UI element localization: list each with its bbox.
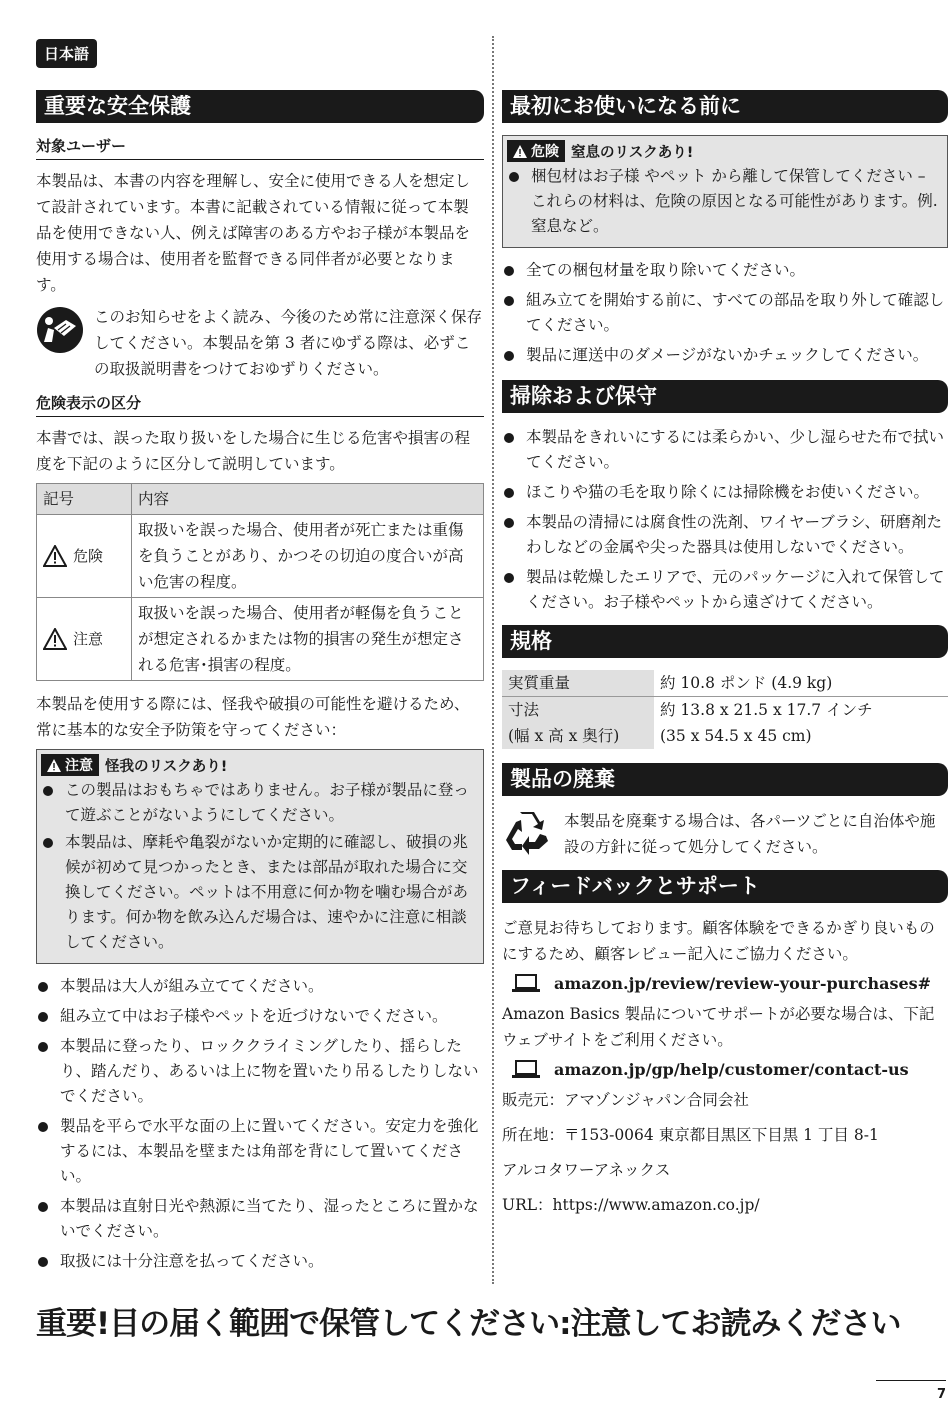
support-link[interactable]: amazon.jp/gp/help/customer/contact-us bbox=[554, 1059, 909, 1079]
table-row bbox=[502, 697, 948, 750]
list-item: 組み立て中はお子様やペットを近づけないでください。 bbox=[36, 1004, 484, 1029]
hazard-intro: 本書では、誤った取り扱いをした場合に生じる危害や損害の程度を下記のように区分して説明しています。 bbox=[36, 429, 471, 473]
list-item: 製品に運送中のダメージがないかチェックしてください。 bbox=[502, 343, 948, 368]
support-text: Amazon Basics 製品についてサポートが必要な場合は、下記ウェブサイトをご利用ください。 bbox=[502, 1005, 935, 1049]
target-users-text: 本製品は、本書の内容を理解し、安全に使用できる人を想定して設計されています。本書に記載されている情報に従って本製品を使用できない人、例えば障害のある方やお子様が本製品を使用する場合は、使用者を監督できる同伴者が必要となります。 bbox=[36, 172, 471, 294]
hazard-table bbox=[36, 483, 484, 681]
symbol-cell bbox=[37, 515, 132, 598]
list-item: 本製品は大人が組み立ててください。 bbox=[36, 974, 484, 999]
precaution-text: 本製品を使用する際には、怪我や破損の可能性を避けるため、常に基本的な安全予防策を守ってください： bbox=[36, 695, 470, 739]
table-row bbox=[502, 670, 948, 697]
safety-bullets bbox=[36, 974, 484, 1274]
dimension-value bbox=[654, 697, 948, 750]
list-item: 本製品の清掃には腐食性の洗剤、ワイヤーブラシ、研磨剤たわしなどの金属や尖った器具は使用しないでください。 bbox=[502, 510, 948, 560]
col-symbol: 記号 bbox=[37, 484, 132, 515]
hazard-heading: 危険表示の区分 bbox=[36, 392, 484, 417]
weight-value: 約 10.8 ポンド (4.9 kg) bbox=[660, 674, 833, 692]
list-item: 本製品に登ったり、ロッククライミングしたり、揺らしたり、踏んだり、あるいは上に物を置いたり吊るしたりしないでください。 bbox=[36, 1034, 484, 1109]
table-row bbox=[37, 598, 484, 681]
review-link[interactable]: amazon.jp/review/review-your-purchases# bbox=[554, 973, 932, 993]
hazard-table-header bbox=[37, 484, 484, 515]
caution-box bbox=[36, 749, 484, 964]
left-column bbox=[36, 90, 484, 1279]
feedback-header: フィードバックとサポート bbox=[502, 870, 948, 903]
dimension-label bbox=[502, 697, 654, 750]
table-row bbox=[37, 515, 484, 598]
read-notice bbox=[36, 304, 484, 382]
first-use-header: 最初にお使いになる前に bbox=[502, 90, 948, 123]
cleaning-bullets bbox=[502, 425, 948, 615]
dimension-label-line1: 寸法 bbox=[508, 701, 540, 719]
list-item: この製品はおもちゃではありません。お子様が製品に登って遊ぶことがないようにしてください。 bbox=[41, 778, 475, 828]
symbol-label: 危険 bbox=[73, 547, 104, 565]
spec-table bbox=[502, 670, 948, 749]
symbol-cell bbox=[37, 598, 132, 681]
warning-triangle-icon bbox=[43, 545, 67, 567]
feedback-text: ご意見お待ちしております。顧客体験をできるかぎり良いものにするため、顧客レビュー記入にご協力ください。 bbox=[502, 919, 935, 963]
target-users-heading: 対象ユーザー bbox=[36, 135, 484, 160]
weight-label: 実質重量 bbox=[502, 670, 654, 697]
content-cell: 取扱いを誤った場合、使用者が軽傷を負うことが想定されるかまたは物的損害の発生が想定される危害･損害の程度。 bbox=[132, 598, 484, 681]
warning-triangle-icon bbox=[43, 628, 67, 650]
dimension-label-line2: (幅 x 高 x 奥行) bbox=[508, 727, 620, 745]
language-tag: 日本語 bbox=[36, 39, 97, 68]
list-item: 製品は乾燥したエリアで、元のパッケージに入れて保管してください。お子様やペットから遠ざけてください。 bbox=[502, 565, 948, 615]
danger-title: 窒息のリスクあり! bbox=[571, 144, 694, 161]
list-item: 本製品は直射日光や熱源に当てたり、湿ったところに置かないでください。 bbox=[36, 1194, 484, 1244]
col-content: 内容 bbox=[132, 484, 484, 515]
right-column bbox=[502, 90, 948, 1227]
spec-header: 規格 bbox=[502, 625, 948, 658]
caution-title: 怪我のリスクあり! bbox=[105, 758, 228, 775]
list-item: 取扱には十分注意を払ってください。 bbox=[36, 1249, 484, 1274]
notice-text: このお知らせをよく読み、今後のため常に注意深く保存してください。本製品を第 3 者にゆずる際は、必ずこの取扱説明書をつけておゆずりください。 bbox=[94, 308, 482, 378]
disposal-section bbox=[502, 808, 948, 860]
warning-triangle-icon bbox=[513, 145, 527, 158]
danger-tag-label: 危険 bbox=[531, 144, 559, 160]
disposal-text: 本製品を廃棄する場合は、各パーツごとに自治体や施設の方針に従って処分してください。 bbox=[564, 812, 936, 856]
dimension-value-line2: (35 x 54.5 x 45 cm) bbox=[660, 727, 812, 745]
caution-list bbox=[41, 778, 475, 955]
safety-header: 重要な安全保護 bbox=[36, 90, 484, 123]
danger-tag bbox=[507, 140, 565, 162]
list-item: 本製品は、摩耗や亀裂がないか定期的に確認し、破損の兆候が初めて見つかったとき、または部品が取れた場合に交換してください。ペットは不用意に何か物を噛む場合があります。何か物を飲み込んだ場合は、速やかに注意に相談してください。 bbox=[41, 830, 475, 955]
list-item: 組み立てを開始する前に、すべての部品を取り外して確認してください。 bbox=[502, 288, 948, 338]
symbol-label: 注意 bbox=[73, 630, 104, 648]
caution-tag-label: 注意 bbox=[65, 758, 93, 774]
content-cell: 取扱いを誤った場合、使用者が死亡または重傷を負うことがあり、かつその切迫の度合いが高い危害の程度。 bbox=[132, 515, 484, 598]
building-text: アルコタワーアネックス bbox=[502, 1161, 671, 1179]
url-text[interactable]: URL：https://www.amazon.co.jp/ bbox=[502, 1196, 760, 1214]
address-text: 所在地：〒153-0064 東京都目黒区下目黒 1 丁目 8-1 bbox=[502, 1126, 879, 1144]
list-item: 全ての梱包材量を取り除いてください。 bbox=[502, 258, 948, 283]
page-number: 7 bbox=[876, 1380, 946, 1402]
danger-list bbox=[507, 164, 939, 239]
first-use-bullets bbox=[502, 258, 948, 368]
laptop-icon bbox=[512, 973, 540, 993]
list-item: 本製品をきれいにするには柔らかい、少し湿らせた布で拭いてください。 bbox=[502, 425, 948, 475]
seller-text: 販売元：アマゾンジャパン合同会社 bbox=[502, 1091, 749, 1109]
column-divider bbox=[492, 36, 494, 1284]
warning-triangle-icon bbox=[47, 759, 61, 772]
list-item: 製品を平らで水平な面の上に置いてください。安定力を強化するには、本製品を壁または角部を背にして置いてください。 bbox=[36, 1114, 484, 1189]
disposal-header: 製品の廃棄 bbox=[502, 763, 948, 796]
read-manual-icon bbox=[36, 306, 84, 354]
list-item: 梱包材はお子様 やペット から離して保管してください – これらの材料は、危険の原因となる可能性があります。例. 窒息など。 bbox=[507, 164, 939, 239]
recycle-icon bbox=[502, 808, 552, 858]
cleaning-header: 掃除および保守 bbox=[502, 380, 948, 413]
review-link-row bbox=[512, 973, 948, 993]
danger-box bbox=[502, 135, 948, 248]
storage-warning-banner: 重要!目の届く範囲で保管してください:注意してお読みください bbox=[36, 1306, 901, 1342]
support-link-row bbox=[512, 1059, 948, 1079]
laptop-icon bbox=[512, 1059, 540, 1079]
dimension-value-line1: 約 13.8 x 21.5 x 17.7 インチ bbox=[660, 701, 873, 719]
list-item: ほこりや猫の毛を取り除くには掃除機をお使いください。 bbox=[502, 480, 948, 505]
caution-tag bbox=[41, 754, 99, 776]
